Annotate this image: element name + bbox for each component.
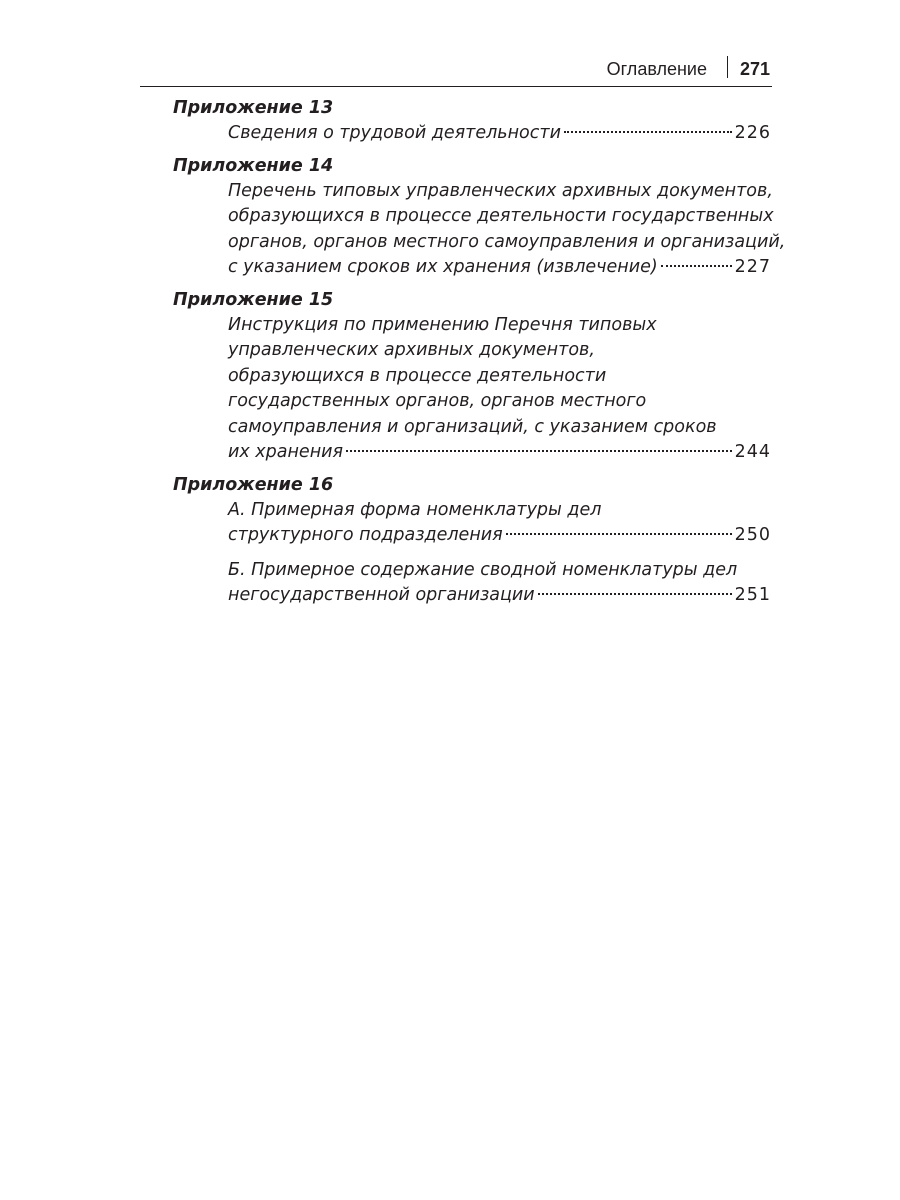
toc-entry-page: 226	[734, 123, 771, 143]
appendix-13-heading: Приложение 13	[173, 98, 334, 118]
appendix-14-heading: Приложение 14	[173, 155, 334, 176]
toc-entry-text: с указанием сроков их хранения (извлечение)	[228, 257, 658, 277]
toc-entry-last-line	[228, 583, 771, 609]
toc-entry-text: структурного подразделения	[228, 525, 503, 545]
appendix-15-heading: Приложение 15	[173, 289, 334, 310]
dot-leader	[538, 593, 732, 595]
toc-entry-line: образующихся в процессе деятельности государственных	[228, 206, 774, 226]
header-separator	[727, 56, 728, 78]
page-number: 271	[739, 59, 770, 79]
toc-entry-last-line	[228, 255, 771, 281]
toc-entry-line: государственных органов, органов местного	[228, 391, 647, 411]
toc-entry-text: негосударственной организации	[228, 585, 535, 605]
toc-entry-page: 251	[734, 585, 771, 605]
toc-entry-line: органов, органов местного самоуправления и организаций,	[228, 231, 786, 252]
toc-entry-last-line	[228, 523, 771, 549]
running-title: Оглавление	[606, 59, 707, 79]
toc-entry-line: управленческих архивных документов,	[228, 340, 595, 360]
toc-entry-text: их хранения	[228, 442, 344, 462]
toc-entry-text: Сведения о трудовой деятельности	[228, 123, 561, 143]
toc-entry-last-line	[228, 440, 771, 466]
dot-leader	[661, 265, 732, 267]
toc-entry-line: А. Примерная форма номенклатуры дел	[228, 499, 602, 520]
running-header	[140, 56, 772, 87]
toc-entry-line: образующихся в процессе деятельности	[228, 365, 607, 386]
toc-entry-appendix-14[interactable]	[228, 179, 786, 281]
dot-leader	[506, 533, 732, 535]
toc-entry-page: 227	[734, 257, 771, 277]
table-of-contents	[173, 95, 786, 609]
toc-entry-appendix-16-b[interactable]	[228, 558, 771, 609]
toc-entry-appendix-13[interactable]	[228, 121, 771, 147]
toc-entry-line: Перечень типовых управленческих архивных документов,	[228, 180, 773, 201]
appendix-16-heading: Приложение 16	[173, 474, 334, 495]
dot-leader	[346, 450, 732, 452]
toc-entry-appendix-15[interactable]	[228, 313, 771, 466]
toc-entry-line: Инструкция по применению Перечня типовых	[228, 314, 657, 335]
toc-entry-line: самоуправления и организаций, с указанием сроков	[228, 416, 717, 437]
toc-entry-line: Б. Примерное содержание сводной номенклатуры дел	[228, 559, 738, 580]
toc-entry-page: 250	[734, 525, 771, 545]
toc-entry-page: 244	[734, 442, 771, 462]
toc-entry-appendix-16-a[interactable]	[228, 498, 771, 549]
toc-entry-last-line	[228, 121, 771, 147]
dot-leader	[564, 131, 732, 133]
